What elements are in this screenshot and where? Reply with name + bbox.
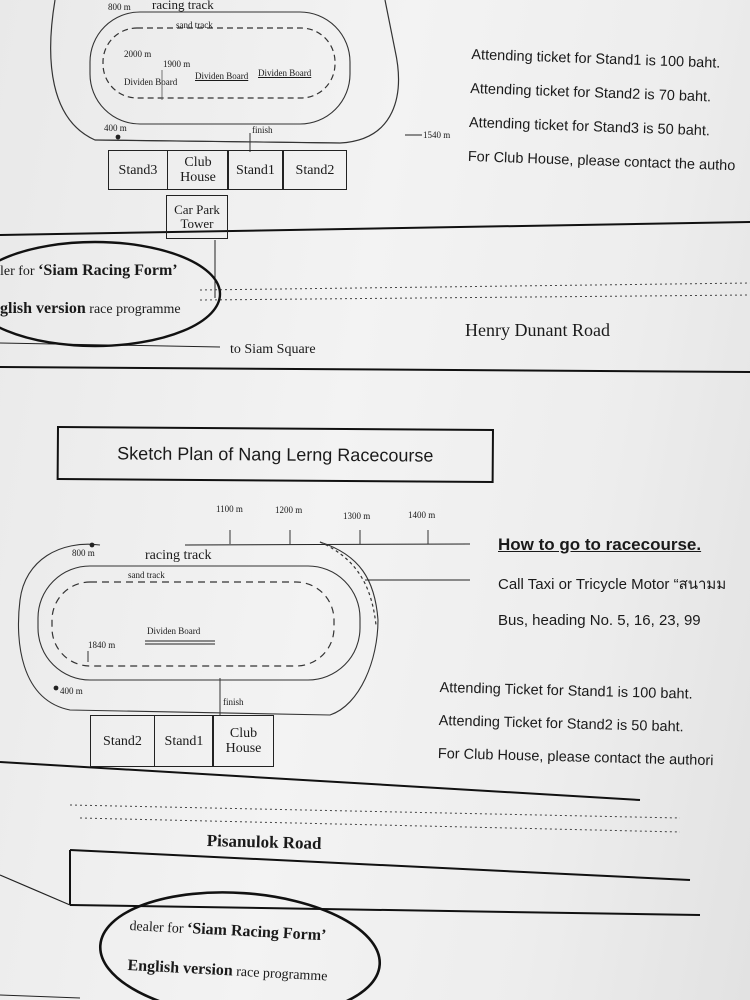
henry-dunant-road: Henry Dunant Road <box>465 320 610 340</box>
bottom-dealer-brand: ‘Siam Racing Form’ <box>186 920 327 945</box>
distance-1100m: 1100 m <box>216 504 243 514</box>
bottom-dealer-version: English version <box>127 957 234 980</box>
bottom-ticket-club-house: For Club House, please contact the authori <box>437 745 714 770</box>
top-ticket-stand2: Attending ticket for Stand2 is 70 baht. <box>469 80 712 106</box>
to-siam-square: to Siam Square <box>230 342 316 357</box>
bottom-stand1: Stand1 <box>154 716 214 766</box>
top-dividen-board-2: Dividen Board <box>195 71 249 81</box>
top-ticket-stand3: Attending ticket for Stand3 is 50 baht. <box>468 114 711 140</box>
top-bottom-rule <box>0 367 750 372</box>
top-sand-track <box>103 28 335 98</box>
top-dividen-board-3: Dividen Board <box>258 68 312 78</box>
bottom-400m-label: 400 m <box>60 686 83 696</box>
distance-1200m: 1200 m <box>275 505 303 515</box>
bottom-ticket-stand1: Attending Ticket for Stand1 is 100 baht. <box>439 679 693 703</box>
bottom-dealer-prefix: dealer for <box>129 918 184 937</box>
top-800m-label: 800 m <box>108 2 131 12</box>
top-dealer-programme: race programme <box>89 302 181 317</box>
top-sand-track-label: sand track <box>176 20 213 30</box>
bottom-800m-marker <box>90 543 95 548</box>
top-stand1: Stand1 <box>227 151 284 189</box>
top-dotted-1 <box>200 283 750 290</box>
how-to-go-heading: How to go to racecourse. <box>498 535 702 554</box>
car-park-tower: Car Park Tower <box>166 195 228 239</box>
top-dividen-board-1: Dividen Board <box>124 77 178 87</box>
top-finish-label: finish <box>252 125 273 135</box>
bottom-800m-label: 800 m <box>72 548 95 558</box>
top-dealer-line1 <box>0 262 178 280</box>
top-dealer-version: glish version <box>0 300 86 317</box>
top-dotted-2 <box>200 295 750 300</box>
bottom-ticket-list <box>437 672 715 778</box>
top-400m-marker <box>116 135 121 140</box>
sketch-plan-title: Sketch Plan of Nang Lerng Racecourse <box>57 426 494 483</box>
bottom-1840m-label: 1840 m <box>88 640 116 650</box>
bottom-finish-label: finish <box>223 697 244 707</box>
top-stand3: Stand3 <box>109 151 168 189</box>
bottom-dealer-ellipse <box>96 883 384 1000</box>
pisanulok-road: Pisanulok Road <box>206 831 322 853</box>
distance-1300m: 1300 m <box>343 511 371 521</box>
bottom-sand-track-label: sand track <box>128 570 165 580</box>
bottom-stands-row <box>90 715 274 767</box>
bottom-dividen-board: Dividen Board <box>147 626 201 636</box>
top-stand2: Stand2 <box>282 151 347 189</box>
top-road-line <box>0 222 750 235</box>
distance-1400m: 1400 m <box>408 510 436 520</box>
direction-bus: Bus, heading No. 5, 16, 23, 99 <box>498 612 701 629</box>
top-dealer-ellipse <box>0 242 220 346</box>
top-ticket-stand1: Attending ticket for Stand1 is 100 baht. <box>471 46 721 72</box>
top-ticket-list <box>467 38 739 183</box>
bottom-stand2: Stand2 <box>91 716 155 766</box>
bottom-club-house: Club House <box>212 716 274 766</box>
bottom-400m-marker <box>54 686 59 691</box>
top-stands-row <box>108 150 347 190</box>
top-club-house: Club House <box>167 151 229 189</box>
top-1900m-label: 1900 m <box>163 59 191 69</box>
top-1540m-label: 1540 m <box>423 130 451 140</box>
top-ticket-club-house: For Club House, please contact the autho <box>467 148 736 175</box>
top-400m-label: 400 m <box>104 123 127 133</box>
top-dealer-line2 <box>0 300 181 318</box>
bottom-racing-track-label: racing track <box>145 548 212 563</box>
top-2000m-label: 2000 m <box>124 49 152 59</box>
bottom-dealer-programme: race programme <box>235 964 328 985</box>
top-racing-track-label: racing track <box>152 0 214 12</box>
top-dealer-prefix: ler for <box>0 264 35 279</box>
bottom-ticket-stand2: Attending Ticket for Stand2 is 50 baht. <box>438 712 684 736</box>
top-dealer-brand: ‘Siam Racing Form’ <box>38 262 178 279</box>
direction-taxi: Call Taxi or Tricycle Motor “สนามม <box>498 576 727 593</box>
bottom-sand-track <box>52 582 334 666</box>
